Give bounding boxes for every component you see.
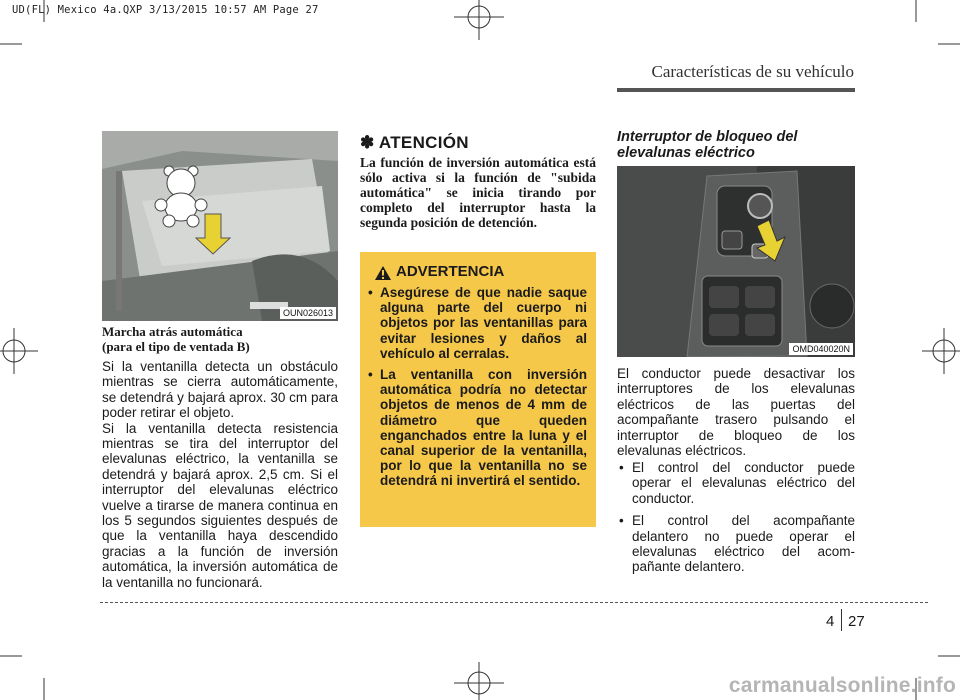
watermark: carmanualsonline.info <box>728 674 956 697</box>
right-bullet-list <box>617 460 855 582</box>
title-rule <box>617 88 855 92</box>
image-code: OMD040020N <box>789 343 853 355</box>
registration-mark-right <box>922 328 960 374</box>
image-code: OUN026013 <box>280 307 336 319</box>
warning-box <box>360 252 596 527</box>
list-item: • El control del acompañante delantero no puede operar el elevalunas eléctrico del acom-pañante delantero. <box>617 513 855 575</box>
window-photo <box>102 131 338 321</box>
left-body-text <box>102 359 338 590</box>
warning-title: ADVERTENCIA <box>396 263 505 280</box>
warning-item: • Asegúrese de que nadie saque alguna parte del cuerpo ni objetos por las ventanillas para evitar lesiones y daños al vehículo al cerralas. <box>368 285 587 361</box>
caption-title: Marcha atrás automática <box>102 324 243 339</box>
section-title: Características de su vehículo <box>651 62 854 81</box>
warning-triangle-icon <box>374 265 392 281</box>
heading-line: elevalunas eléctrico <box>617 145 755 161</box>
registration-mark-bottom <box>454 662 504 700</box>
paragraph: Si la ventanilla detecta un obstáculo mientras se cierra automáticamente, se detendrá y bajará aprox. 30 cm para poder retirar el objeto. <box>102 359 338 421</box>
registration-mark-left <box>0 328 38 374</box>
footer-rule <box>100 602 928 603</box>
door-switch-illustration <box>617 166 855 357</box>
print-slug: UD(FL) Mexico 4a.QXP 3/13/2015 10:57 AM Page 27 <box>12 4 319 16</box>
right-intro-text: El conductor puede desactivar los interruptores de los elevalunas eléctricos de las puertas del acompañante trasero pulsando el interruptor de bloqueo de los elevalunas eléctricos. <box>617 366 855 459</box>
heading-line: Interruptor de bloqueo del <box>617 129 798 145</box>
attention-text: La función de inversión automática está sólo activa si la función de "subida automática" se inicia tirando por completo del interruptor hasta la segunda posición de detención. <box>360 155 596 230</box>
image-caption <box>102 324 342 354</box>
warning-list <box>368 285 587 495</box>
attention-heading: ✽ ATENCIÓN <box>360 133 469 152</box>
switch-photo <box>617 166 855 357</box>
window-illustration <box>102 131 338 321</box>
registration-mark-top <box>454 0 504 40</box>
chapter-number: 4 <box>826 613 835 630</box>
caption-subtitle: (para el tipo de ventada B) <box>102 339 250 354</box>
page-number: 27 <box>848 613 865 630</box>
warning-item: • La ventanilla con inversión automática podría no detectar objetos de menos de 4 mm de diámetro que queden enganchados entre la luna y el canal superior de la ventanilla, por lo que la ventanilla no se detendrá ni invertirá el sentido. <box>368 367 587 489</box>
list-item: • El control del conductor puede operar el elevalunas eléctrico del conductor. <box>617 460 855 506</box>
page-separator <box>841 609 842 631</box>
subsection-heading <box>617 129 857 161</box>
paragraph: Si la ventanilla detecta resistencia mientras se tira del interruptor del elevalunas eléctrico, la ventanilla se detendrá y bajará aprox. 2,5 cm. Si el interruptor del elevalunas eléctrico vuelve a tirarse de manera continua en los 5 segundos siguientes después de que la ventanilla haya descendido gracias a la función de inversión automática, la inversión automática de la ventanilla no funcionará. <box>102 420 338 590</box>
